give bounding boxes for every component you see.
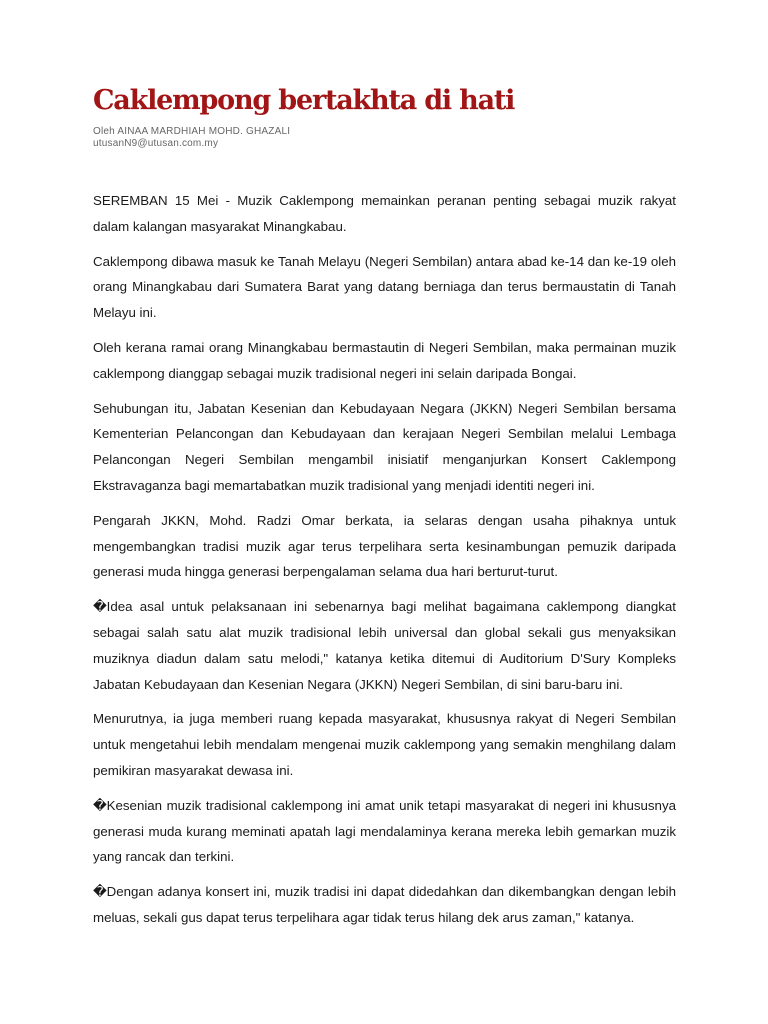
paragraph: Pengarah JKKN, Mohd. Radzi Omar berkata, ia selaras dengan usaha pihaknya untuk mengembangkan tradisi muzik agar terus terpelihara serta kesinambungan pemuzik daripada generasi muda hingga generasi berpengalaman selama dua hari berturut-turut.: [93, 512, 676, 580]
article-body: [93, 188, 676, 940]
author-name: Oleh AINAA MARDHIAH MOHD. GHAZALI: [93, 126, 291, 137]
paragraph: SEREMBAN 15 Mei - Muzik Caklempong memainkan peranan penting sebagai muzik rakyat dalam kalangan masyarakat Minangkabau.: [93, 193, 676, 234]
article-byline: [93, 126, 290, 150]
paragraph: Oleh kerana ramai orang Minangkabau bermastautin di Negeri Sembilan, maka permainan muzik caklempong dianggap sebagai muzik tradisional negeri ini selain daripada Bongai.: [93, 339, 676, 381]
paragraph: Sehubungan itu, Jabatan Kesenian dan Kebudayaan Negara (JKKN) Negeri Sembilan bersama Kementerian Pelancongan dan Kebudayaan dan kerajaan Negeri Sembilan melalui Lembaga Pelancongan Negeri Sembilan mengambil inisiatif menganjurkan Konsert Caklempong Ekstravaganza bagi memartabatkan muzik tradisional yang menjadi identiti negeri ini.: [93, 400, 676, 493]
paragraph: �Kesenian muzik tradisional caklempong ini amat unik tetapi masyarakat di negeri ini khususnya generasi muda kurang meminati apatah lagi mendalaminya kerana mereka lebih gemarkan muzik yang rancak dan terkini.: [93, 797, 676, 865]
paragraph: Caklempong dibawa masuk ke Tanah Melayu (Negeri Sembilan) antara abad ke-14 dan ke-19 oleh orang Minangkabau dari Sumatera Barat yang datang berniaga dan terus bermaustatin di Tanah Melayu ini.: [93, 253, 676, 321]
paragraph: �Dengan adanya konsert ini, muzik tradisi ini dapat didedahkan dan dikembangkan dengan lebih meluas, sekali gus dapat terus terpelihara agar tidak terus hilang dek arus zaman," katanya.: [93, 884, 676, 925]
article-title: Caklempong bertakhta di hati: [93, 85, 515, 116]
paragraph: Menurutnya, ia juga memberi ruang kepada masyarakat, khususnya rakyat di Negeri Sembilan untuk mengetahui lebih mendalam mengenai muzik caklempong yang semakin menghilang dalam pemikiran masyarakat dewasa ini.: [93, 711, 676, 778]
author-email: utusanN9@utusan.com.my: [93, 138, 219, 149]
paragraph: �Idea asal untuk pelaksanaan ini sebenarnya bagi melihat bagaimana caklempong diangkat sebagai salah satu alat muzik tradisional lebih universal dan global sekali gus menyaksikan muziknya diadun dalam satu melodi," katanya ketika ditemui di Auditorium D'Sury Kompleks Jabatan Kebudayaan dan Kesenian Negara (JKKN) Negeri Sembilan, di sini baru-baru ini.: [93, 599, 676, 692]
